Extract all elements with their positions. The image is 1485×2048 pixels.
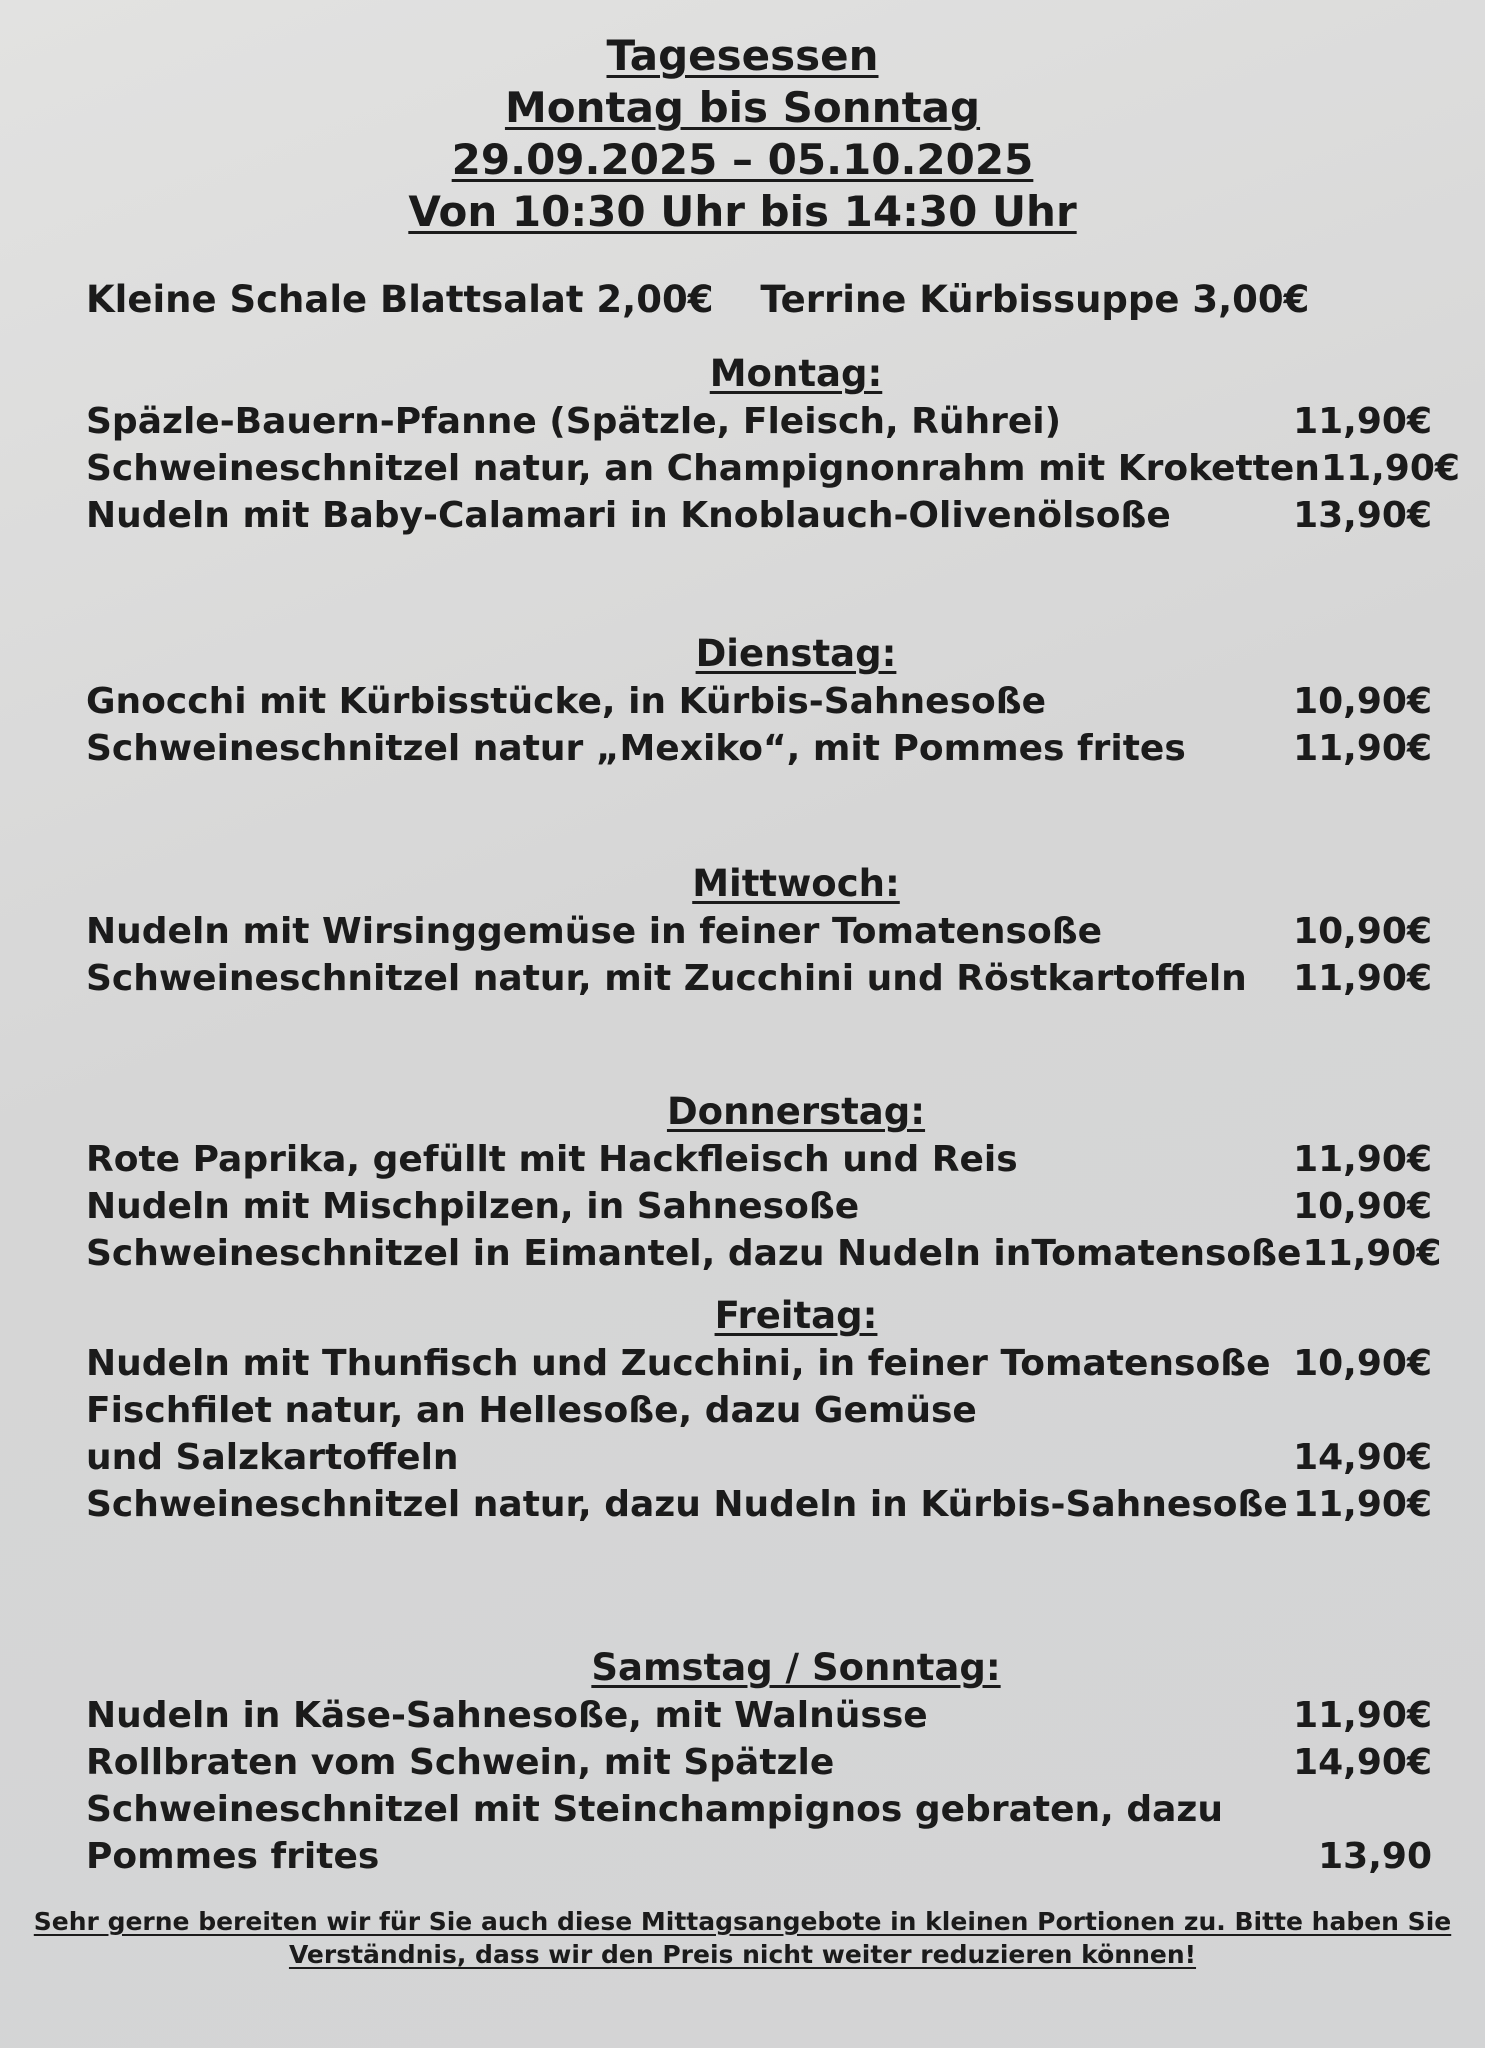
day-title: Montag:: [709, 352, 883, 395]
menu-item-price: 11,90€: [1302, 1233, 1442, 1274]
menu-item-price: 11,90€: [1293, 1139, 1432, 1180]
menu-item: [86, 955, 1436, 1002]
menu-item: [86, 1230, 1442, 1277]
menu-item-name: Späzle-Bauern-Pfanne (Spätzle, Fleisch, Rührei): [86, 401, 1062, 442]
menu-item-price: 11,90€: [1293, 1484, 1432, 1525]
menu-item-name: Nudeln mit Mischpilzen, in Sahnesoße: [86, 1186, 860, 1227]
menu-item: [86, 445, 1460, 492]
menu-item-price: 10,90€: [1293, 1343, 1432, 1384]
menu-item: [86, 1692, 1436, 1739]
menu-item-name: Nudeln in Käse-Sahnesoße, mit Walnüsse: [86, 1695, 928, 1736]
menu-item-price: 13,90: [1318, 1836, 1432, 1877]
menu-item-name: Nudeln mit Thunfisch und Zucchini, in feiner Tomatensoße: [86, 1343, 1271, 1384]
menu-item: [86, 398, 1436, 445]
menu-item-name: Nudeln mit Baby-Calamari in Knoblauch-Olivenölsoße: [86, 495, 1171, 536]
menu-item-price: 10,90€: [1293, 911, 1432, 952]
menu-item-price: 11,90€: [1293, 401, 1432, 442]
day-title: Donnerstag:: [666, 1090, 926, 1133]
menu-item: [86, 492, 1436, 539]
day-title: Dienstag:: [695, 632, 897, 675]
menu-item-name: Pommes frites: [86, 1836, 380, 1877]
menu-item: [86, 1434, 1436, 1481]
menu-item: [86, 1387, 1436, 1434]
menu-item-name: Fischfilet natur, an Hellesoße, dazu Gemüse: [86, 1390, 977, 1431]
menu-item-name: Schweineschnitzel in Eimantel, dazu Nudeln inTomatensoße: [86, 1233, 1302, 1274]
day-title: Samstag / Sonntag:: [591, 1646, 1001, 1689]
day-section-dienstag: [86, 630, 1436, 772]
menu-item-price: 10,90€: [1293, 1186, 1432, 1227]
menu-item: [86, 678, 1436, 725]
menu-item-name: und Salzkartoffeln: [86, 1437, 459, 1478]
menu-item-price: 11,90€: [1293, 728, 1432, 769]
day-section-freitag: [86, 1292, 1436, 1528]
menu-item: [86, 1739, 1436, 1786]
menu-item: [86, 1481, 1436, 1528]
menu-item-name: Schweineschnitzel natur, dazu Nudeln in Kürbis-Sahnesoße: [86, 1484, 1288, 1525]
menu-item-name: Schweineschnitzel mit Steinchampignos gebraten, dazu: [86, 1789, 1223, 1830]
menu-item: [86, 725, 1436, 772]
menu-header: [0, 30, 1485, 238]
extras-line: [86, 278, 1309, 321]
menu-item-price: 13,90€: [1293, 495, 1432, 536]
day-title: Mittwoch:: [692, 862, 900, 905]
menu-item-price: 11,90€: [1293, 1695, 1432, 1736]
day-section-montag: [86, 350, 1460, 539]
menu-item-price: 11,90€: [1321, 448, 1460, 489]
extra-salad: Kleine Schale Blattsalat 2,00€: [86, 278, 714, 321]
menu-item-name: Rollbraten vom Schwein, mit Spätzle: [86, 1742, 835, 1783]
menu-item: [86, 1183, 1436, 1230]
footer-line-2: Verständnis, dass wir den Preis nicht weiter reduzieren können!: [288, 1940, 1197, 1969]
day-section-donnerstag: [86, 1088, 1442, 1277]
footer-line-1: Sehr gerne bereiten wir für Sie auch diese Mittagsangebote in kleinen Portionen zu. Bitte haben Sie: [33, 1907, 1452, 1936]
menu-item-name: Schweineschnitzel natur, mit Zucchini und Röstkartoffeln: [86, 958, 1247, 999]
menu-days-range: Montag bis Sonntag: [504, 83, 981, 132]
menu-hours: Von 10:30 Uhr bis 14:30 Uhr: [408, 187, 1077, 236]
day-section-wochenende: [86, 1644, 1436, 1880]
day-section-mittwoch: [86, 860, 1436, 1002]
menu-item-price: 14,90€: [1293, 1437, 1432, 1478]
menu-item: [86, 1786, 1436, 1833]
menu-item: [86, 1833, 1436, 1880]
menu-item-name: Nudeln mit Wirsinggemüse in feiner Tomatensoße: [86, 911, 1102, 952]
menu-item: [86, 1340, 1436, 1387]
menu-date-range: 29.09.2025 – 05.10.2025: [451, 135, 1034, 184]
menu-footer-note: [0, 1905, 1485, 1971]
menu-item-price: 11,90€: [1293, 958, 1432, 999]
menu-item-price: 14,90€: [1293, 1742, 1432, 1783]
menu-item-name: Rote Paprika, gefüllt mit Hackfleisch und Reis: [86, 1139, 1018, 1180]
menu-item-name: Gnocchi mit Kürbisstücke, in Kürbis-Sahnesoße: [86, 681, 1047, 722]
menu-item: [86, 908, 1436, 955]
day-title: Freitag:: [714, 1294, 878, 1337]
extra-soup: Terrine Kürbissuppe 3,00€: [760, 278, 1310, 321]
menu-item-name: Schweineschnitzel natur „Mexiko“, mit Pommes frites: [86, 728, 1186, 769]
menu-item-price: 10,90€: [1293, 681, 1432, 722]
menu-title: Tagesessen: [606, 31, 879, 80]
menu-item-name: Schweineschnitzel natur, an Champignonrahm mit Kroketten: [86, 448, 1320, 489]
menu-item: [86, 1136, 1436, 1183]
